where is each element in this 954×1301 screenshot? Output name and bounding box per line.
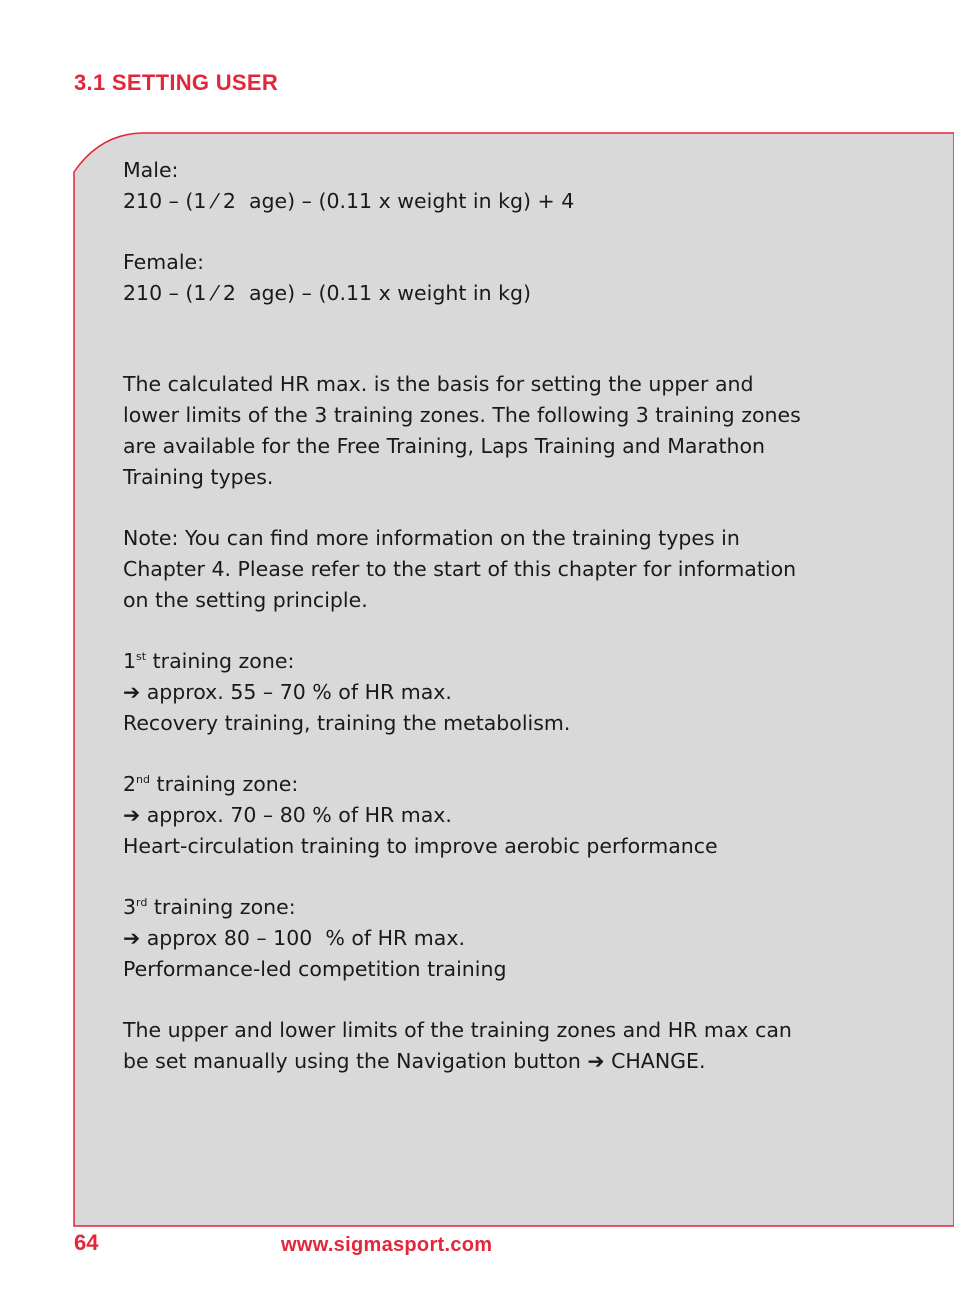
male-formula: 210 – (1 ⁄ 2 age) – (0.11 x weight in kg) + 4	[123, 189, 575, 213]
zone-3-desc: Performance-led competition training	[123, 957, 507, 981]
zone-3-range: ➔ approx 80 – 100 % of HR max.	[123, 926, 465, 950]
zone-3-number: 3	[123, 895, 137, 919]
para1-line: Training types.	[123, 465, 274, 489]
zone-1-range: ➔ approx. 55 – 70 % of HR max.	[123, 680, 452, 704]
zone-3-suffix: rd	[136, 896, 148, 909]
zone-1-number: 1	[123, 649, 137, 673]
zone-2-range: ➔ approx. 70 – 80 % of HR max.	[123, 803, 452, 827]
para1-line: are available for the Free Training, Laps Training and Marathon	[123, 434, 766, 458]
footer-url[interactable]: www.sigmasport.com	[281, 1234, 493, 1256]
para1-line: The calculated HR max. is the basis for setting the upper and	[123, 372, 754, 396]
zone-3-heading	[123, 892, 843, 923]
zone-2-number: 2	[123, 772, 137, 796]
panel-content	[123, 155, 843, 1077]
zone-2-heading	[123, 769, 843, 800]
female-formula: 210 – (1 ⁄ 2 age) – (0.11 x weight in kg)	[123, 281, 531, 305]
page-number: 64	[74, 1230, 99, 1255]
zone-1-suffix: st	[136, 650, 147, 663]
zone-3-label: training zone:	[147, 895, 296, 919]
zone-1-label: training zone:	[146, 649, 295, 673]
zone-1-desc: Recovery training, training the metabolism.	[123, 711, 571, 735]
female-label: Female:	[123, 250, 205, 274]
limits-line: The upper and lower limits of the training zones and HR max can	[123, 1018, 792, 1042]
male-label: Male:	[123, 158, 179, 182]
zone-2-suffix: nd	[136, 773, 151, 786]
limits-line: be set manually using the Navigation button ➔ CHANGE.	[123, 1049, 706, 1073]
note-line: Note: You can find more information on the training types in	[123, 526, 740, 550]
zone-2-label: training zone:	[150, 772, 299, 796]
zone-1-heading	[123, 646, 843, 677]
note-line: on the setting principle.	[123, 588, 368, 612]
note-line: Chapter 4. Please refer to the start of this chapter for information	[123, 557, 797, 581]
section-title: 3.1 SETTING USER	[74, 70, 279, 95]
para1-line: lower limits of the 3 training zones. The following 3 training zones	[123, 403, 801, 427]
zone-2-desc: Heart-circulation training to improve aerobic performance	[123, 834, 718, 858]
